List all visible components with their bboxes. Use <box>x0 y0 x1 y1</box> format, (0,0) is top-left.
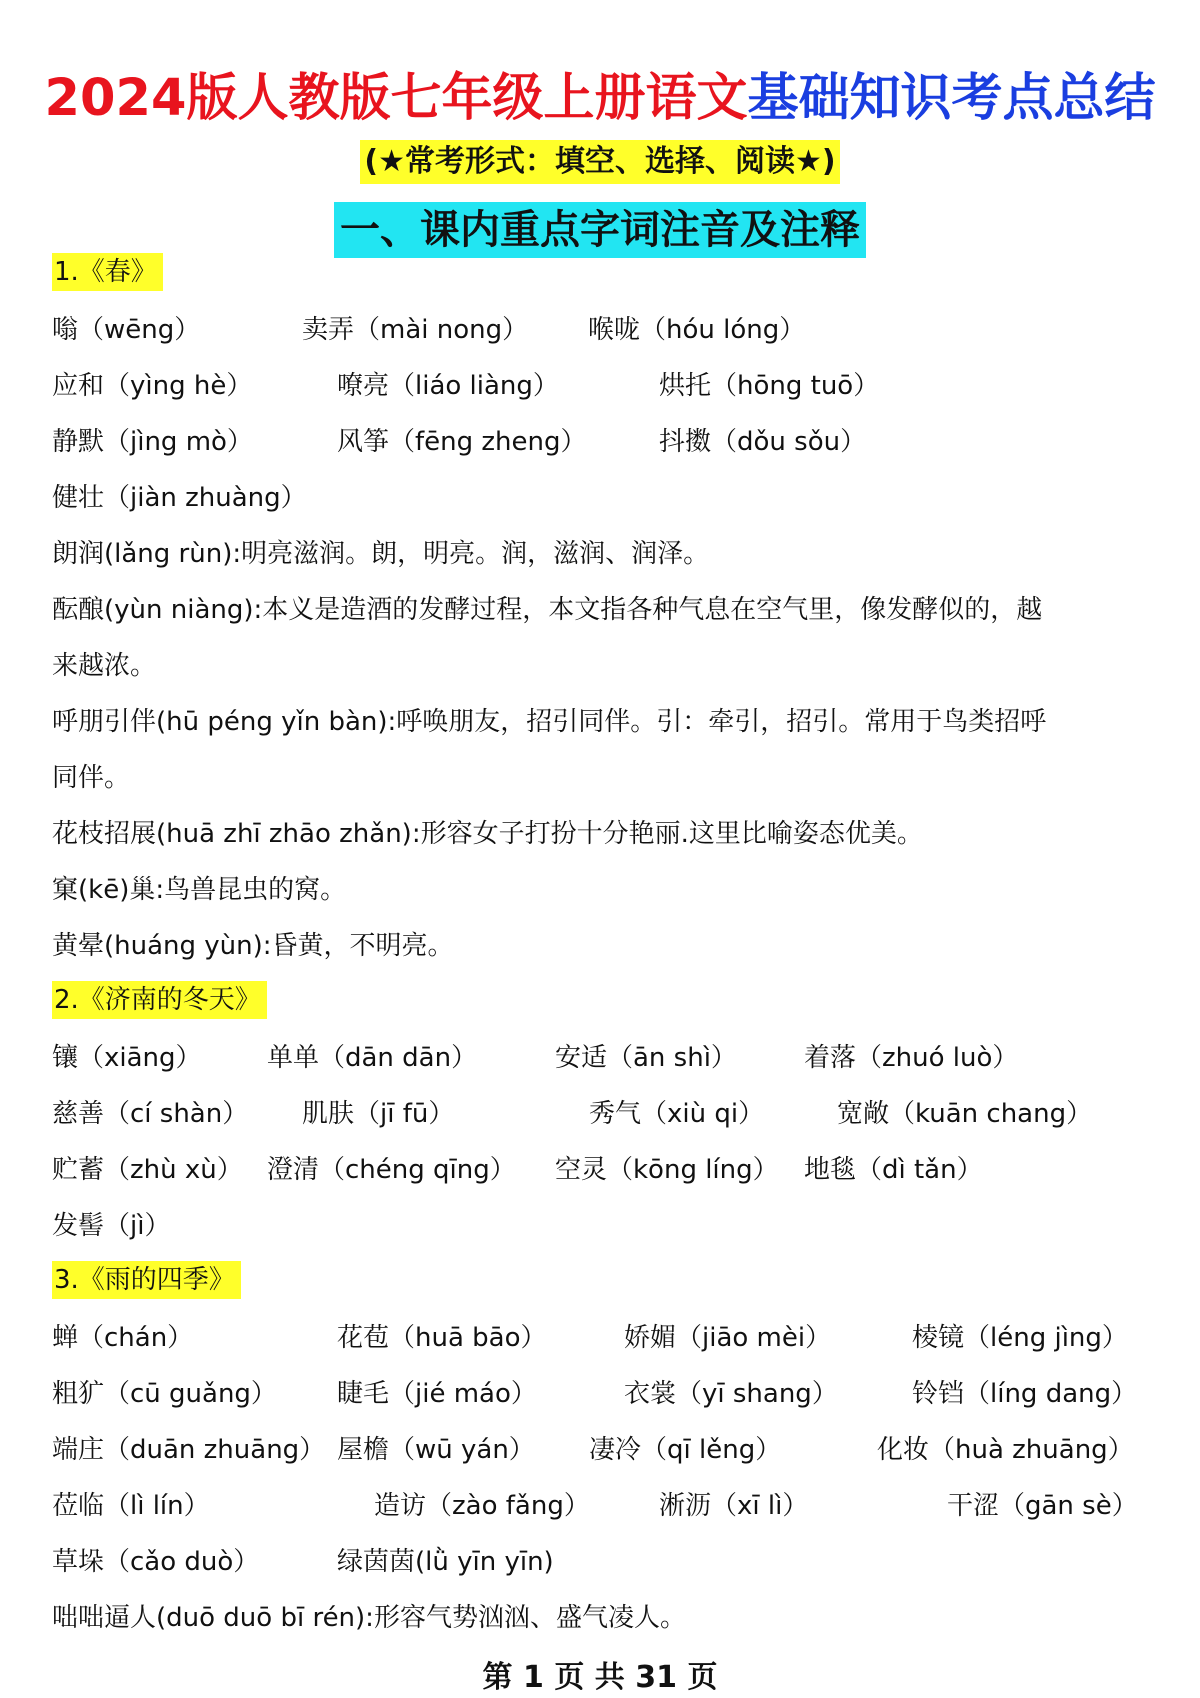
word-entry: 草垛（cǎo duò） <box>52 1547 260 1577</box>
word-row <box>52 1036 1162 1080</box>
exam-format-note: (★常考形式：填空、选择、阅读★) <box>360 140 839 184</box>
word-entry: 衣裳（yī shang） <box>624 1379 838 1409</box>
word-entry: 慈善（cí shàn） <box>52 1099 249 1129</box>
word-row <box>52 1316 1162 1360</box>
word-entry: 着落（zhuó luò） <box>804 1043 1019 1073</box>
word-entry: 肌肤（jī fū） <box>302 1099 455 1129</box>
note-line: 同伴。 <box>52 763 131 793</box>
page-number: 第 1 页 共 31 页 <box>482 1660 718 1695</box>
word-row <box>52 1428 1162 1472</box>
word-entry: 宽敞（kuān chang） <box>837 1099 1093 1129</box>
word-entry: 烘托（hōng tuō） <box>659 371 880 401</box>
word-entry: 棱镜（léng jìng） <box>912 1323 1128 1353</box>
word-entry: 干涩（gān sè） <box>947 1491 1138 1521</box>
word-row <box>52 1372 1162 1416</box>
word-entry: 应和（yìng hè） <box>52 371 253 401</box>
word-entry: 静默（jìng mò） <box>52 427 253 457</box>
word-row <box>52 1148 1162 1192</box>
word-row <box>52 1540 1162 1584</box>
word-entry: 睫毛（jié máo） <box>337 1379 537 1409</box>
word-entry: 空灵（kōng líng） <box>555 1155 779 1185</box>
word-entry: 单单（dān dān） <box>267 1043 478 1073</box>
word-entry: 嘹亮（liáo liàng） <box>337 371 559 401</box>
word-entry: 贮蓄（zhù xù） <box>52 1155 243 1185</box>
title-red-part: 2024版人教版七年级上册语文 <box>44 69 748 128</box>
note-line: 酝酿(yùn niàng):本义是造酒的发酵过程，本文指各种气息在空气里，像发酵似的，越 <box>52 595 1043 625</box>
word-entry: 蝉（chán） <box>52 1323 194 1353</box>
note-line: 窠(kē)巢:鸟兽昆虫的窝。 <box>52 875 347 905</box>
word-entry: 粗犷（cū guǎng） <box>52 1379 277 1409</box>
word-entry: 凄冷（qī lěng） <box>589 1435 782 1465</box>
note-line: 花枝招展(huā zhī zhāo zhǎn):形容女子打扮十分艳丽.这里比喻姿态优美。 <box>52 819 923 849</box>
word-entry: 莅临（lì lín） <box>52 1491 210 1521</box>
word-entry: 地毯（dì tǎn） <box>804 1155 983 1185</box>
word-row <box>52 1092 1162 1136</box>
document-title <box>0 56 1200 130</box>
lesson-heading: 3.《雨的四季》 <box>52 1261 241 1299</box>
word-entry: 端庄（duān zhuāng） <box>52 1435 326 1465</box>
note-line: 咄咄逼人(duō duō bī rén):形容气势汹汹、盛气凌人。 <box>52 1603 686 1633</box>
note-line: 来越浓。 <box>52 651 157 681</box>
word-entry: 卖弄（mài nong） <box>302 315 529 345</box>
word-entry: 风筝（fēng zheng） <box>337 427 587 457</box>
word-entry: 铃铛（líng dang） <box>912 1379 1138 1409</box>
word-entry: 安适（ān shì） <box>555 1043 737 1073</box>
word-entry: 澄清（chéng qīng） <box>267 1155 516 1185</box>
word-entry: 秀气（xiù qi） <box>589 1099 765 1129</box>
word-entry: 娇媚（jiāo mèi） <box>624 1323 832 1353</box>
word-entry: 发髻（jì） <box>52 1211 171 1241</box>
word-row <box>52 1484 1162 1528</box>
word-entry: 镶（xiāng） <box>52 1043 202 1073</box>
note-line: 朗润(lǎng rùn):明亮滋润。朗，明亮。润，滋润、润泽。 <box>52 539 710 569</box>
title-blue-part: 基础知识考点总结 <box>747 69 1156 128</box>
word-entry: 绿茵茵(lǜ yīn yīn) <box>337 1547 554 1577</box>
lesson-heading: 1.《春》 <box>52 253 163 291</box>
word-entry: 抖擞（dǒu sǒu） <box>659 427 867 457</box>
word-entry: 屋檐（wū yán） <box>337 1435 535 1465</box>
word-row <box>52 1204 1162 1248</box>
word-entry: 淅沥（xī lì） <box>659 1491 809 1521</box>
word-row <box>52 308 1162 352</box>
word-entry: 喉咙（hóu lóng） <box>588 315 806 345</box>
word-entry: 健壮（jiàn zhuàng） <box>52 483 307 513</box>
word-entry: 化妆（huà zhuāng） <box>877 1435 1134 1465</box>
lesson-heading: 2.《济南的冬天》 <box>52 981 267 1019</box>
note-line: 黄晕(huáng yùn):昏黄，不明亮。 <box>52 931 454 961</box>
section-title: 一、课内重点字词注音及注释 <box>334 202 866 258</box>
note-line: 呼朋引伴(hū péng yǐn bàn):呼唤朋友，招引同伴。引：牵引，招引。常用于鸟类招呼 <box>52 707 1047 737</box>
word-row <box>52 420 1162 464</box>
word-entry: 花苞（huā bāo） <box>337 1323 547 1353</box>
word-row <box>52 364 1162 408</box>
word-row <box>52 476 1162 520</box>
word-entry: 造访（zào fǎng） <box>374 1491 590 1521</box>
word-entry: 嗡（wēng） <box>52 315 201 345</box>
